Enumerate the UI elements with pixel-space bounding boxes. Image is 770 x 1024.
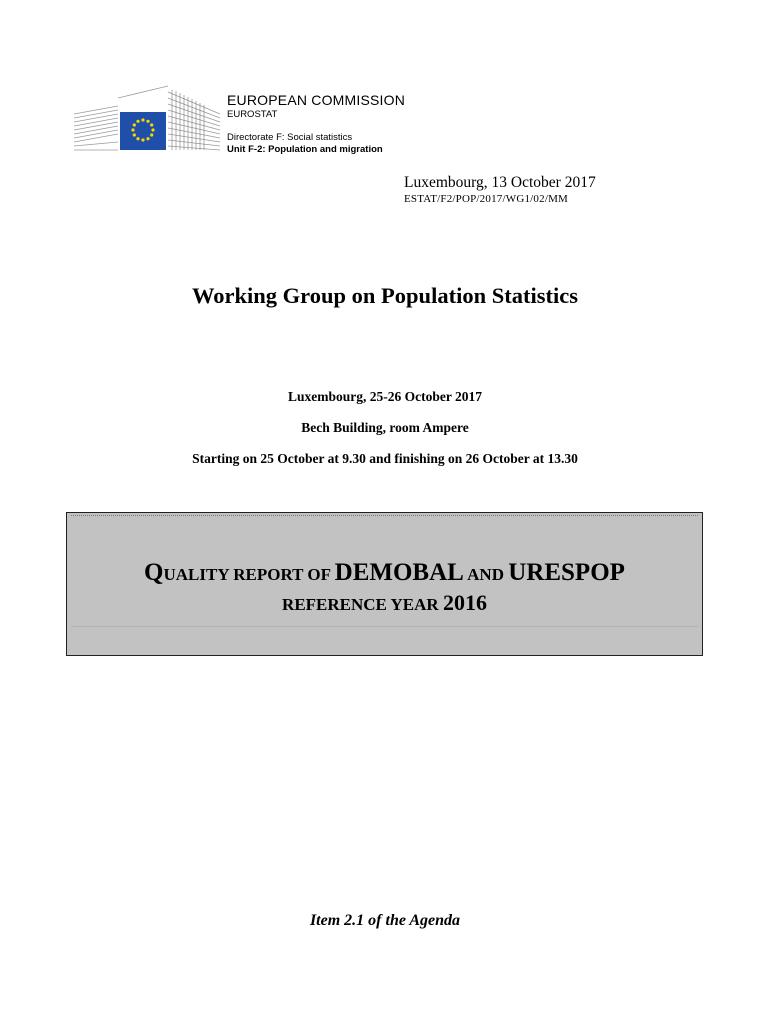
organization-header — [227, 92, 405, 156]
report-title-line-2 — [67, 590, 702, 618]
reference-year-value: 2016 — [442, 590, 487, 615]
date-block — [404, 174, 596, 206]
reference-year-label: REFERENCE YEAR — [282, 595, 443, 614]
document-reference: ESTAT/F2/POP/2017/WG1/02/MM — [404, 193, 569, 205]
report-title-demobal: DEMOBAL — [334, 559, 464, 586]
page-title: Working Group on Population Statistics — [192, 283, 578, 308]
report-title-line-1 — [67, 559, 702, 589]
organization-name: EUROPEAN COMMISSION — [227, 92, 406, 108]
box-divider — [71, 515, 698, 516]
eu-flag-icon — [72, 84, 222, 154]
meeting-times: Starting on 25 October at 9.30 and finishing on 26 October at 13.30 — [192, 451, 578, 466]
meeting-venue: Bech Building, room Ampere — [301, 420, 469, 435]
box-divider — [71, 626, 698, 627]
unit: Unit F-2: Population and migration — [227, 144, 383, 155]
place-date: Luxembourg, 13 October 2017 — [404, 174, 596, 191]
report-title-box — [66, 512, 703, 656]
directorate: Directorate F: Social statistics — [227, 132, 353, 143]
report-title-initial: Q — [144, 559, 164, 586]
report-title-text: UALITY REPORT OF — [163, 565, 335, 584]
meeting-dates: Luxembourg, 25-26 October 2017 — [288, 389, 482, 404]
report-title-and: AND — [463, 565, 509, 584]
eu-logo — [72, 84, 222, 154]
report-title-urespop: URESPOP — [508, 559, 625, 586]
agency-name: EUROSTAT — [227, 109, 278, 120]
agenda-item: Item 2.1 of the Agenda — [309, 912, 461, 929]
